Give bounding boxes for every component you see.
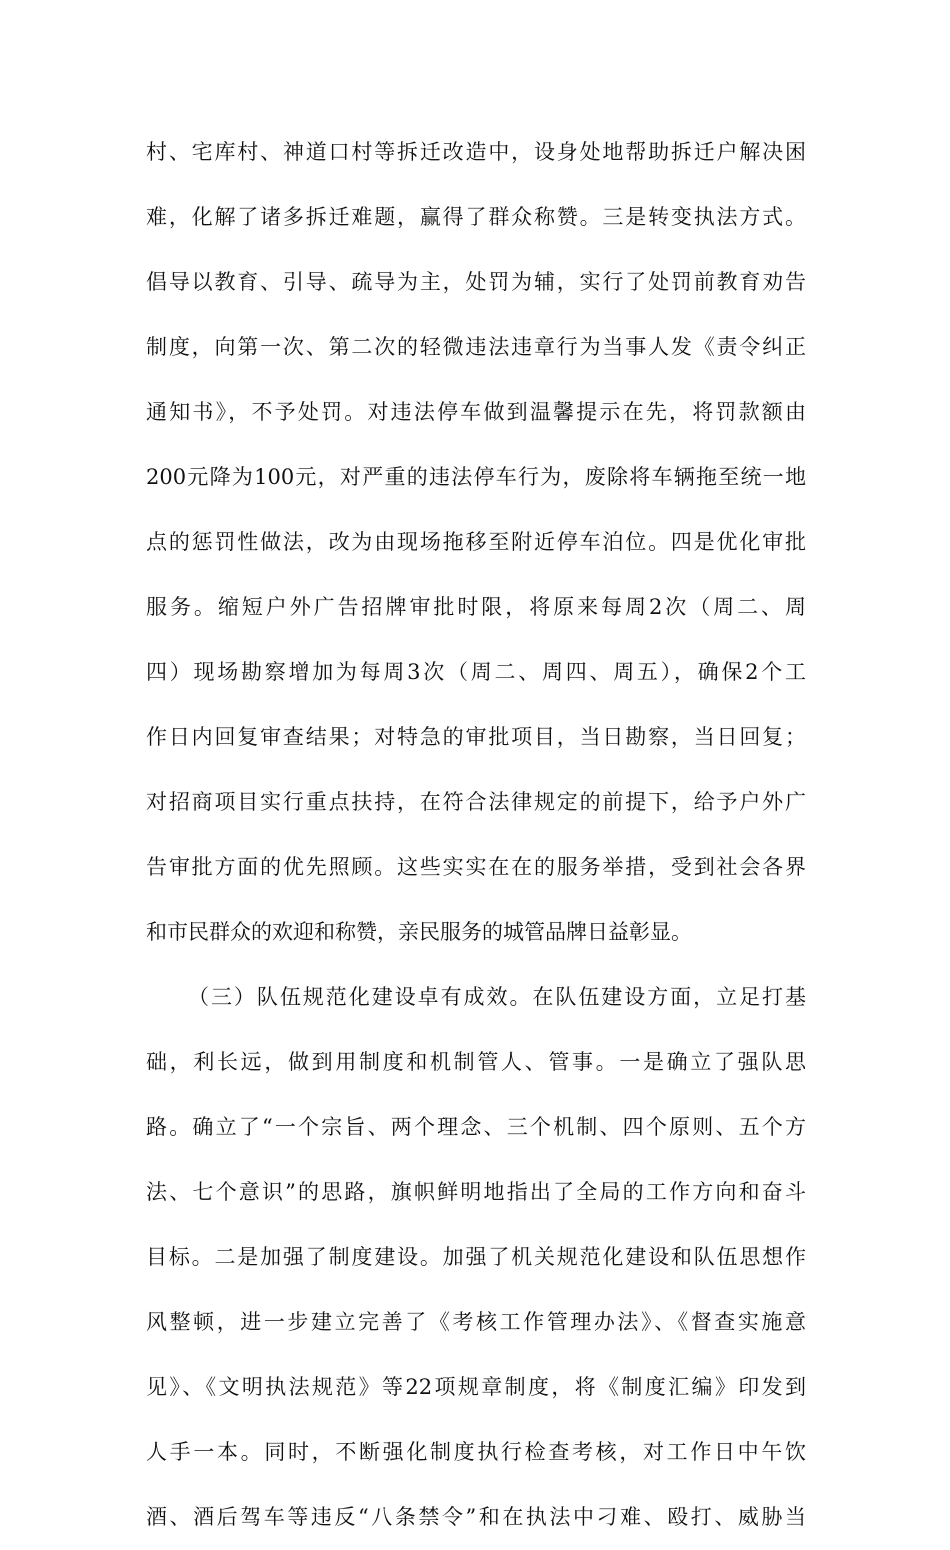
text-line: 见》、《文明执法规范》等22项规章制度，将《制度汇编》印发到 — [146, 1375, 806, 1399]
text-line: 200元降为100元，对严重的违法停车行为，废除将车辆拖至统一地 — [146, 465, 806, 489]
text-line: 告审批方面的优先照顾。这些实实在在的服务举措，受到社会各界 — [146, 855, 806, 879]
text-line: 对招商项目实行重点扶持，在符合法律规定的前提下，给予户外广 — [146, 790, 806, 814]
text-line: 制度，向第一次、第二次的轻微违法违章行为当事人发《责令纠正 — [146, 335, 806, 359]
section-heading-line: （三）队伍规范化建设卓有成效。在队伍建设方面，立足打基 — [188, 985, 806, 1009]
text-line: 点的惩罚性做法，改为由现场拖移至附近停车泊位。四是优化审批 — [146, 530, 806, 554]
text-line: 法、七个意识”的思路，旗帜鲜明地指出了全局的工作方向和奋斗 — [146, 1180, 806, 1204]
text-line: 酒、酒后驾车等违反“八条禁令”和在执法中刁难、殴打、威胁当 — [146, 1505, 806, 1529]
paragraph-end-line: 和市民群众的欢迎和称赞，亲民服务的城管品牌日益彰显。 — [146, 920, 692, 944]
text-line: 作日内回复审查结果；对特急的审批项目，当日勘察，当日回复； — [146, 725, 806, 749]
body-text — [146, 120, 806, 1550]
text-line: 村、宅库村、神道口村等拆迁改造中，设身处地帮助拆迁户解决困 — [146, 140, 806, 164]
text-line: 目标。二是加强了制度建设。加强了机关规范化建设和队伍思想作 — [146, 1245, 806, 1269]
text-line: 服务。缩短户外广告招牌审批时限，将原来每周2次（周二、周 — [146, 595, 806, 619]
text-line: 通知书》，不予处罚。对违法停车做到温馨提示在先，将罚款额由 — [146, 400, 806, 424]
text-line: 四）现场勘察增加为每周3次（周二、周四、周五），确保2个工 — [146, 660, 806, 684]
text-line: 础，利长远，做到用制度和机制管人、管事。一是确立了强队思 — [146, 1050, 806, 1074]
text-line: 风整顿，进一步建立完善了《考核工作管理办法》、《督查实施意 — [146, 1310, 806, 1334]
text-line: 人手一本。同时，不断强化制度执行检查考核，对工作日中午饮 — [146, 1440, 806, 1464]
text-line: 路。确立了“一个宗旨、两个理念、三个机制、四个原则、五个方 — [146, 1115, 806, 1139]
text-line: 倡导以教育、引导、疏导为主，处罚为辅，实行了处罚前教育劝告 — [146, 270, 806, 294]
text-line: 难，化解了诸多拆迁难题，赢得了群众称赞。三是转变执法方式。 — [146, 205, 806, 229]
